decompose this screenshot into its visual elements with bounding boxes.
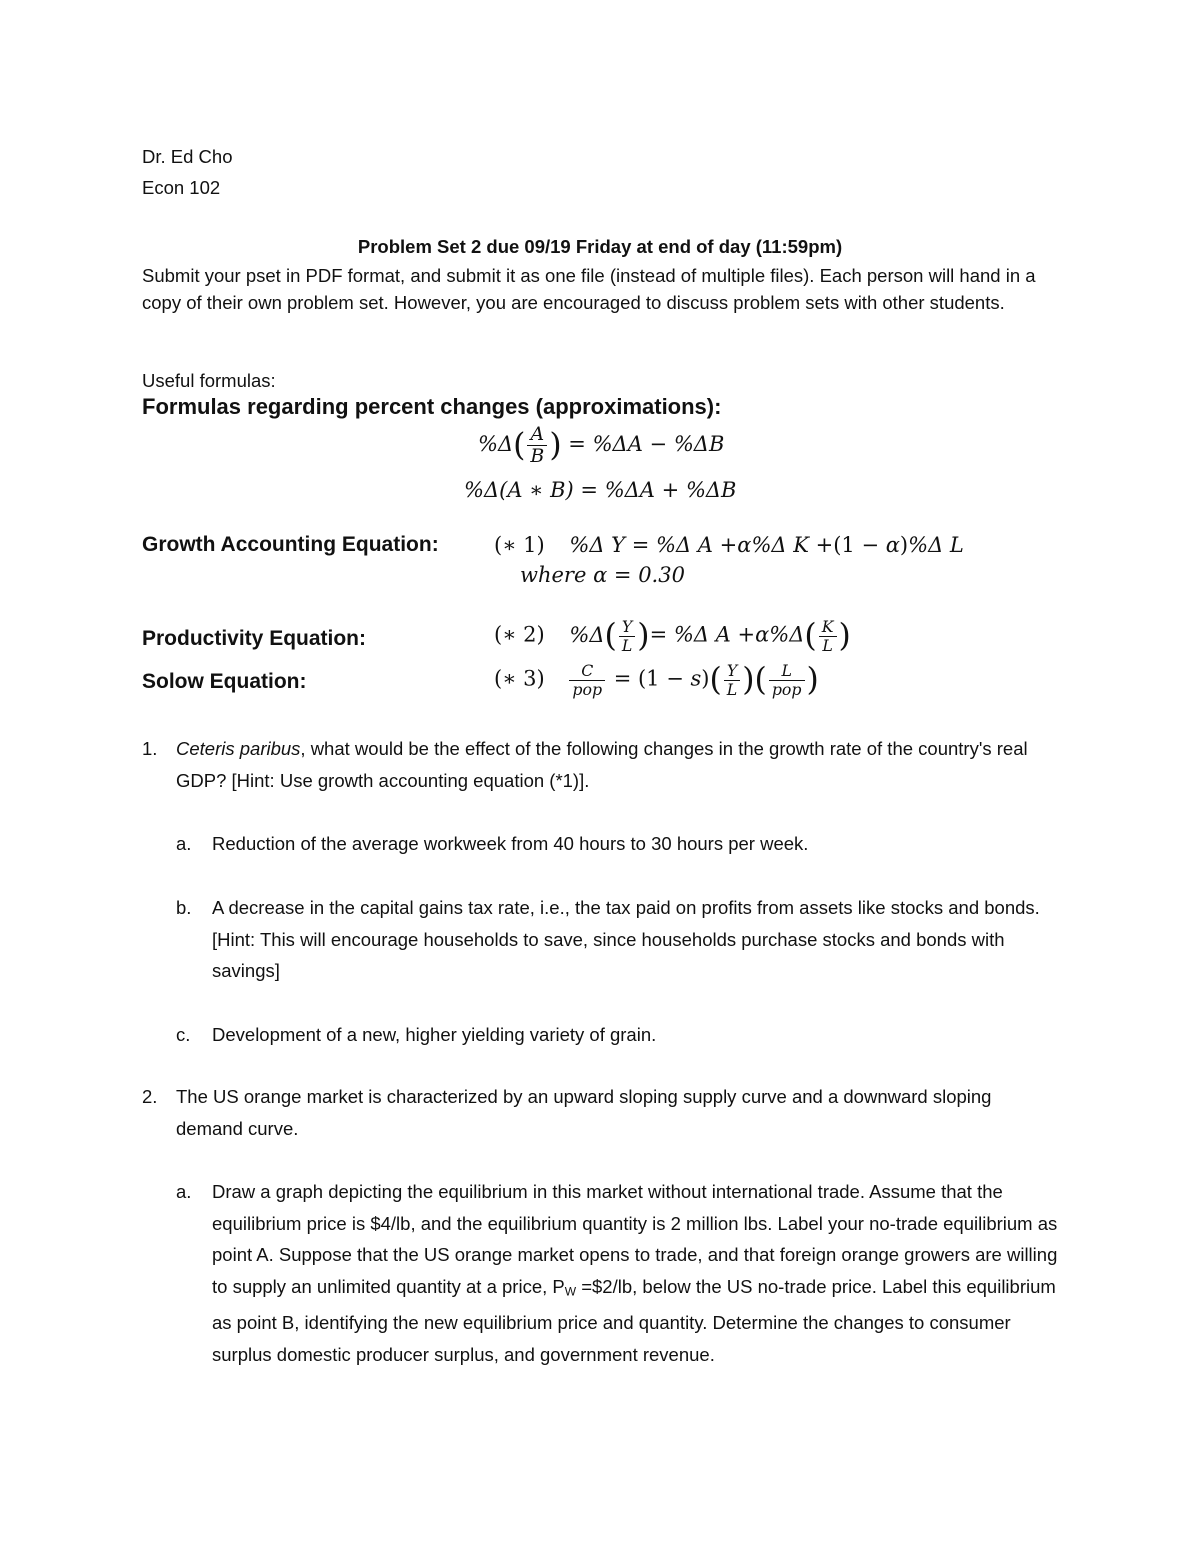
- question-1a-label: a.: [176, 833, 192, 854]
- question-2a-part1: Draw a graph depicting the equilibrium in this market without international trade. Assume that the equilibrium price is $4/lb, and the equilibrium quantity is 2 million lbs. Label your no-trade equilibrium as point A. Suppose that the US orange market opens to trade, and that foreign orange growers are willing to supply an unlimited quantity at a price, P: [212, 1181, 1058, 1297]
- problem-set-title: Problem Set 2 due 09/19 Friday at end of day (11:59pm): [357, 236, 843, 257]
- percent-changes-heading: Formulas regarding percent changes (approximations):: [142, 394, 722, 419]
- intro-paragraph: Submit your pset in PDF format, and submit it as one file (instead of multiple files). Each person will hand in a copy of their own problem set. However, you are encouraged to discuss problem sets with other students.: [142, 265, 1036, 313]
- solow-equation: (∗ 3) $\frac{C}{\text{pop}}$ = (1 − s)( $\frac{Y}{L}$ )( $\frac{L}{\text{pop}}$ ): [494, 661, 819, 699]
- useful-formulas-label: Useful formulas:: [142, 370, 276, 391]
- eq2-tag: (∗ 2): [494, 622, 545, 647]
- productivity-label: Productivity Equation:: [142, 627, 367, 650]
- formula-product: %Δ(A ∗ B) = %ΔA + %ΔB: [464, 478, 737, 502]
- growth-accounting-equation: (∗ 1) %Δ Y = %Δ A +α%Δ K +(1 − α)%Δ L: [494, 533, 964, 557]
- solow-label: Solow Equation:: [142, 670, 307, 693]
- productivity-equation: (∗ 2) %Δ( $\frac{Y}{L}$ )= %Δ A +α%Δ( $\frac{K}{L}$ ): [494, 617, 851, 655]
- question-2-text: The US orange market is characterized by an upward sloping supply curve and a downward sloping demand curve.: [176, 1086, 992, 1139]
- eq3-tag: (∗ 3): [494, 666, 545, 691]
- question-1c-label: c.: [176, 1024, 191, 1045]
- world-price-subscript: W: [564, 1283, 577, 1298]
- question-1-number: 1.: [142, 738, 158, 759]
- course-name: Econ 102: [142, 177, 221, 198]
- ceteris-paribus: Ceteris paribus: [176, 738, 301, 759]
- question-2a-label: a.: [176, 1181, 192, 1202]
- question-1-body: , what would be the effect of the following changes in the growth rate of the country's real GDP? [Hint: Use growth accounting equation (*1)].: [176, 738, 1028, 791]
- question-2-number: 2.: [142, 1086, 158, 1107]
- question-1b-text: A decrease in the capital gains tax rate, i.e., the tax paid on profits from assets like stocks and bonds. [Hint: This will encourage households to save, since households purchase stocks and bonds with savings]: [212, 897, 1040, 981]
- question-1b-label: b.: [176, 897, 192, 918]
- question-1a-text: Reduction of the average workweek from 40 hours to 30 hours per week.: [212, 833, 809, 854]
- author-name: Dr. Ed Cho: [142, 146, 233, 167]
- formula-ratio: %Δ( $\frac{A}{B}$ ) = %ΔA − %ΔB: [478, 423, 725, 467]
- question-1c-text: Development of a new, higher yielding variety of grain.: [212, 1024, 657, 1045]
- eq1-tag: (∗ 1): [494, 533, 545, 557]
- growth-accounting-label: Growth Accounting Equation:: [142, 533, 439, 556]
- question-2a-part2: =$2/lb, below the US no-trade price. Label this equilibrium as point B, identifying the new equilibrium price and quantity. Determine the changes to consumer surplus domestic producer surplus, and government revenue.: [212, 1275, 1056, 1365]
- question-1-text: [176, 733, 1036, 796]
- question-2a-text: [212, 1176, 1062, 1370]
- alpha-value: where α = 0.30: [520, 563, 685, 587]
